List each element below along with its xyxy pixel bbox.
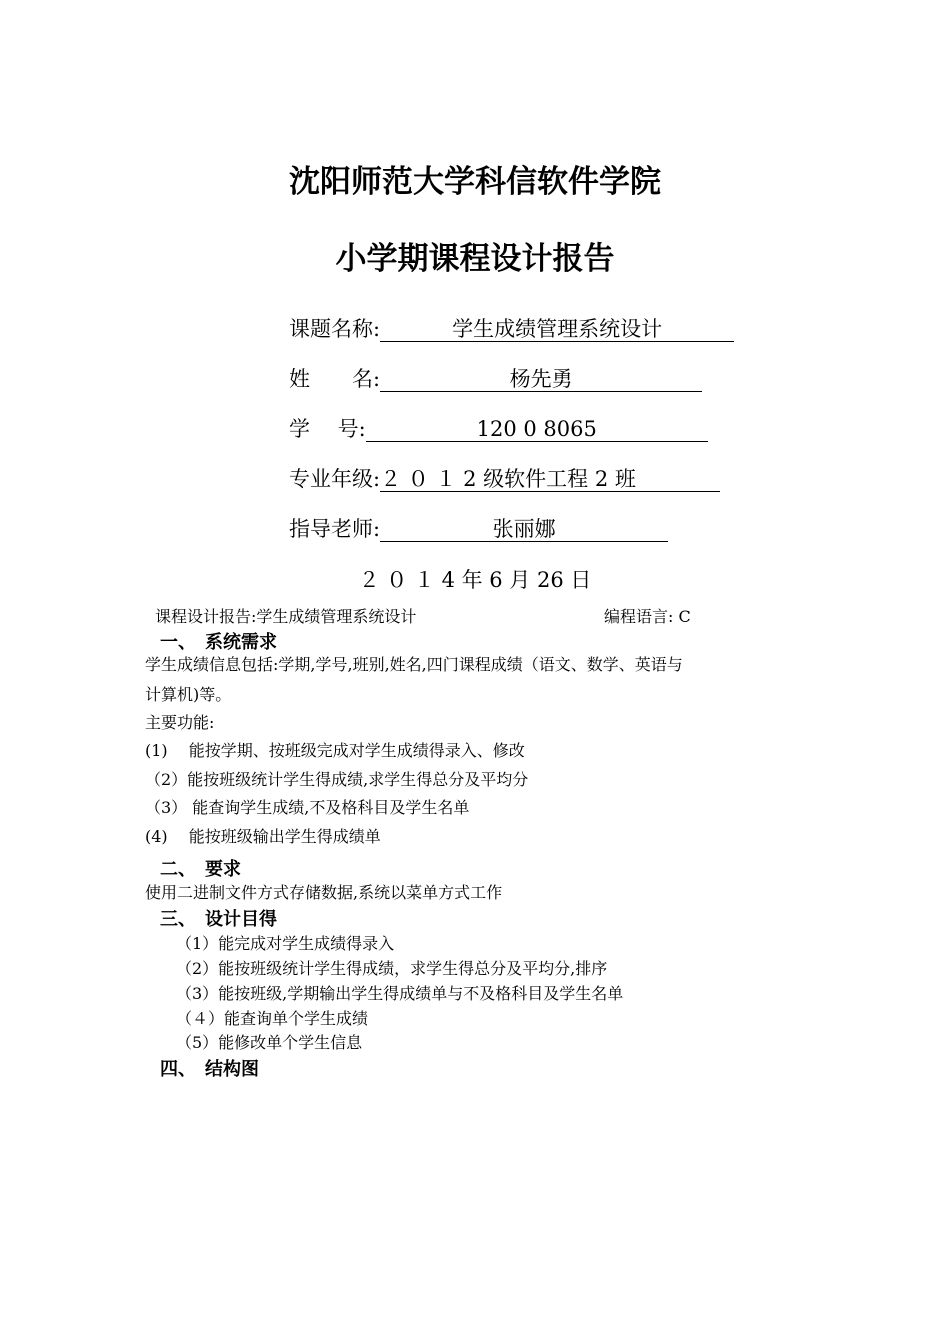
field-name-label: 姓 名: (289, 367, 381, 391)
goal-item-1: （1）能完成对学生成绩得录入 (176, 934, 395, 953)
field-student-id-value: 120 0 8065 (366, 417, 708, 442)
goal-item-2: （2）能按班级统计学生得成绩，求学生得总分及平均分,排序 (176, 959, 608, 978)
report-title: 小学期课程设计报告 (335, 241, 615, 277)
goal-item-4: （４）能查询单个学生成绩 (176, 1009, 369, 1028)
field-student-id (289, 414, 708, 444)
field-major-grade (289, 464, 720, 494)
section-1-desc-line-1: 学生成绩信息包括:学期,学号,班别,姓名,四门课程成绩（语文、数学、英语与 (145, 655, 683, 674)
goal-item-3: （3）能按班级,学期输出学生得成绩单与不及格科目及学生名单 (176, 984, 624, 1003)
section-4-heading: 四、 结构图 (160, 1059, 259, 1080)
field-advisor-value: 张丽娜 (380, 517, 668, 542)
field-student-id-label: 学 号: (289, 417, 366, 441)
field-topic (289, 314, 734, 344)
header-report-title: 课程设计报告:学生成绩管理系统设计 (155, 607, 417, 626)
header-language: 编程语言: C (604, 607, 691, 626)
section-1-heading: 一、 系统需求 (160, 632, 277, 653)
field-advisor-label: 指导老师: (289, 517, 381, 541)
field-major-grade-label: 专业年级: (289, 467, 381, 491)
school-name: 沈阳师范大学科信软件学院 (289, 164, 661, 200)
function-item-2: （2）能按班级统计学生得成绩,求学生得总分及平均分 (145, 770, 529, 789)
function-item-3: （3） 能查询学生成绩,不及格科目及学生名单 (145, 798, 470, 817)
function-item-4: (4) 能按班级输出学生得成绩单 (145, 827, 381, 846)
field-name-value: 杨先勇 (380, 367, 702, 392)
section-1-main-label: 主要功能: (145, 713, 215, 732)
field-topic-label: 课题名称: (289, 317, 381, 341)
section-1-desc-line-2: 计算机)等。 (145, 685, 232, 704)
field-name (289, 364, 702, 394)
section-2-heading: 二、 要求 (160, 859, 241, 880)
section-3-heading: 三、 设计目得 (160, 909, 277, 930)
field-major-grade-value: ２ ０ １ 2 级软件工程 2 班 (380, 467, 720, 492)
goal-item-5: （5）能修改单个学生信息 (176, 1033, 363, 1052)
field-advisor (289, 514, 668, 544)
report-date: ２ ０ １ 4 年 6 月 26 日 (358, 568, 592, 592)
field-topic-value: 学生成绩管理系统设计 (380, 317, 734, 342)
section-2-text: 使用二进制文件方式存储数据,系统以菜单方式工作 (145, 883, 503, 902)
function-item-1: (1) 能按学期、按班级完成对学生成绩得录入、修改 (145, 741, 525, 760)
